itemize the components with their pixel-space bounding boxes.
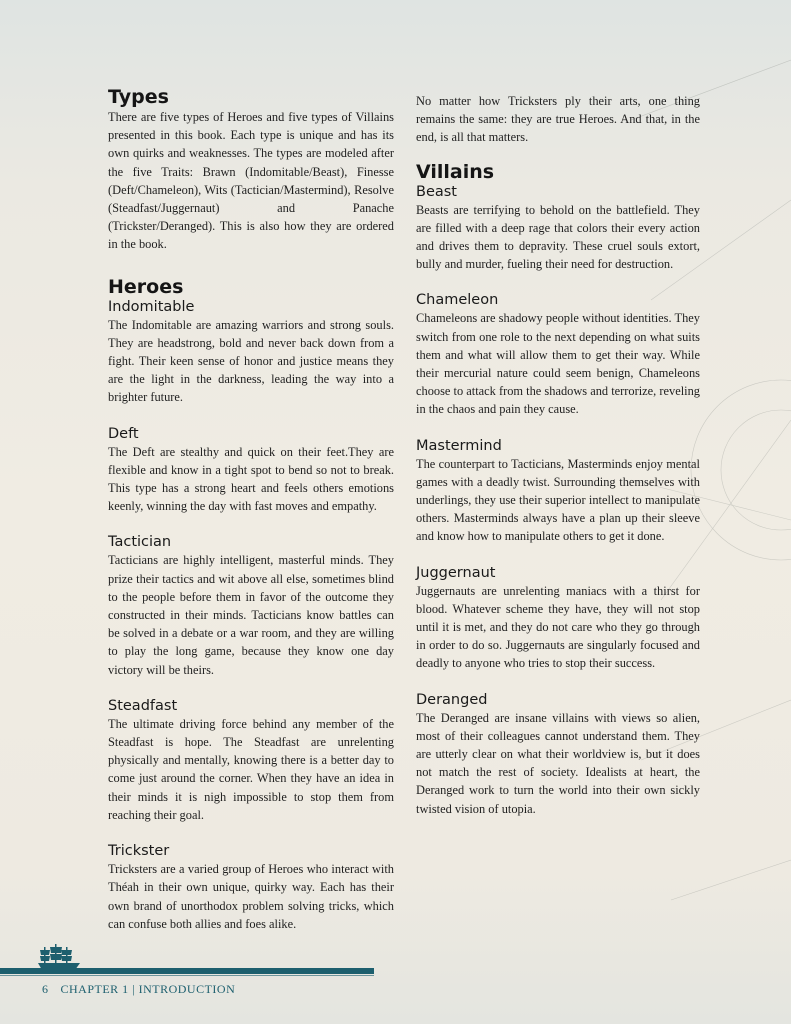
chapter-label: CHAPTER 1 | INTRODUCTION <box>60 982 236 996</box>
deranged-paragraph: The Deranged are insane villains with views so alien, most of their colleagues cannot understand them. They are utterly clear on what their worldview is, but it does not match the rest of society. Idealists at heart, the Deranged work to turn the world into their own sickly twisted vision of utopia. <box>416 710 700 816</box>
trickster-paragraph: Tricksters are a varied group of Heroes who interact with Théah in their own unique, quirky way. Each has their own brand of unorthodox problem solving tricks, which can confuse both allies and foes alike. <box>108 862 394 931</box>
mastermind-heading: Mastermind <box>416 437 502 454</box>
steadfast-heading: Steadfast <box>108 697 178 714</box>
deft-heading: Deft <box>108 425 139 442</box>
indomitable-paragraph: The Indomitable are amazing warriors and strong souls. They are headstrong, bold and never back down from a fight. Their keen sense of honor and justice means they are the light in the darkness, leading the way into a brighter future. <box>108 317 394 405</box>
heroes-heading: Heroes <box>108 275 184 298</box>
villains-heading: Villains <box>416 160 495 183</box>
page-footer <box>42 982 235 997</box>
beast-paragraph: Beasts are terrifying to behold on the battlefield. They are filled with a deep rage that colors their every action and drives them to depravity. These cruel souls extort, bully and murder, fueling their need for destruction. <box>416 202 700 272</box>
left-column <box>108 86 394 933</box>
tactician-heading: Tactician <box>108 534 172 551</box>
chameleon-heading: Chameleon <box>416 292 499 309</box>
trickster-heading: Trickster <box>108 843 170 860</box>
indomitable-heading: Indomitable <box>108 298 195 315</box>
page-number: 6 <box>42 982 49 996</box>
juggernaut-paragraph: Juggernauts are unrelenting maniacs with a thirst for blood. Whatever scheme they have, they will not stop until it is met, and they do not care who they go through in order to do so. Juggernauts are singularly focused and deadly to anyone who tries to stop their success. <box>416 583 700 671</box>
footer-rule <box>0 968 374 974</box>
steadfast-paragraph: The ultimate driving force behind any member of the Steadfast is hope. The Steadfast are unrelenting physically and mentally, knowing there is a better day to come just around the corner. When they have an idea in their minds it is nigh impossible to stop them from reaching their goal. <box>108 716 394 822</box>
juggernaut-heading: Juggernaut <box>416 564 496 581</box>
right-column <box>416 92 700 818</box>
deft-paragraph: The Deft are stealthy and quick on their feet.They are flexible and know in a tight spot to bend so not to break. This type has a strong heart and feels others emotions keenly, winning the day with fast moves and empathy. <box>108 444 394 514</box>
beast-heading: Beast <box>416 183 457 200</box>
chameleon-paragraph: Chameleons are shadowy people without identities. They switch from one role to the next depending on what suits them and what will allow them to get their way. While their mercurial nature could seem benign, Chameleons choose to attack from the shadows and terrorize, reveling in the chaos and pain they cause. <box>416 311 700 417</box>
footer-rule-thin <box>0 975 374 976</box>
trickster-continued-paragraph: No matter how Tricksters ply their arts, one thing remains the same: they are true Heroes. And that, in the end, is all that matters. <box>416 94 700 145</box>
types-paragraph: There are five types of Heroes and five types of Villains presented in this book. Each type is unique and has its own quirks and weaknesses. The types are modeled after the five Traits: Brawn (Indomitable/Beast), Finesse (Deft/Chameleon), Wits (Tactician/Mastermind), Resolve (Steadfast/Juggernaut) and Panache (Trickster/Deranged). This is also how they are ordered in the book. <box>108 110 394 252</box>
types-heading: Types <box>108 86 169 108</box>
mastermind-paragraph: The counterpart to Tacticians, Masterminds enjoy mental games with a deadly twist. Surrounding themselves with underlings, they use their superior intellect to manipulate others. Masterminds always have a plan up their sleeve and know how to manipulate others to get it done. <box>416 456 700 544</box>
tactician-paragraph: Tacticians are highly intelligent, masterful minds. They prize their tactics and wit above all else, sometimes blind to the people before them in favor of the outcome they constructed in their minds. Tacticians know battles can be solved in a debate or a war room, and they are willing to play the long game, because they know one day victory will be theirs. <box>108 553 394 677</box>
deranged-heading: Deranged <box>416 691 488 708</box>
